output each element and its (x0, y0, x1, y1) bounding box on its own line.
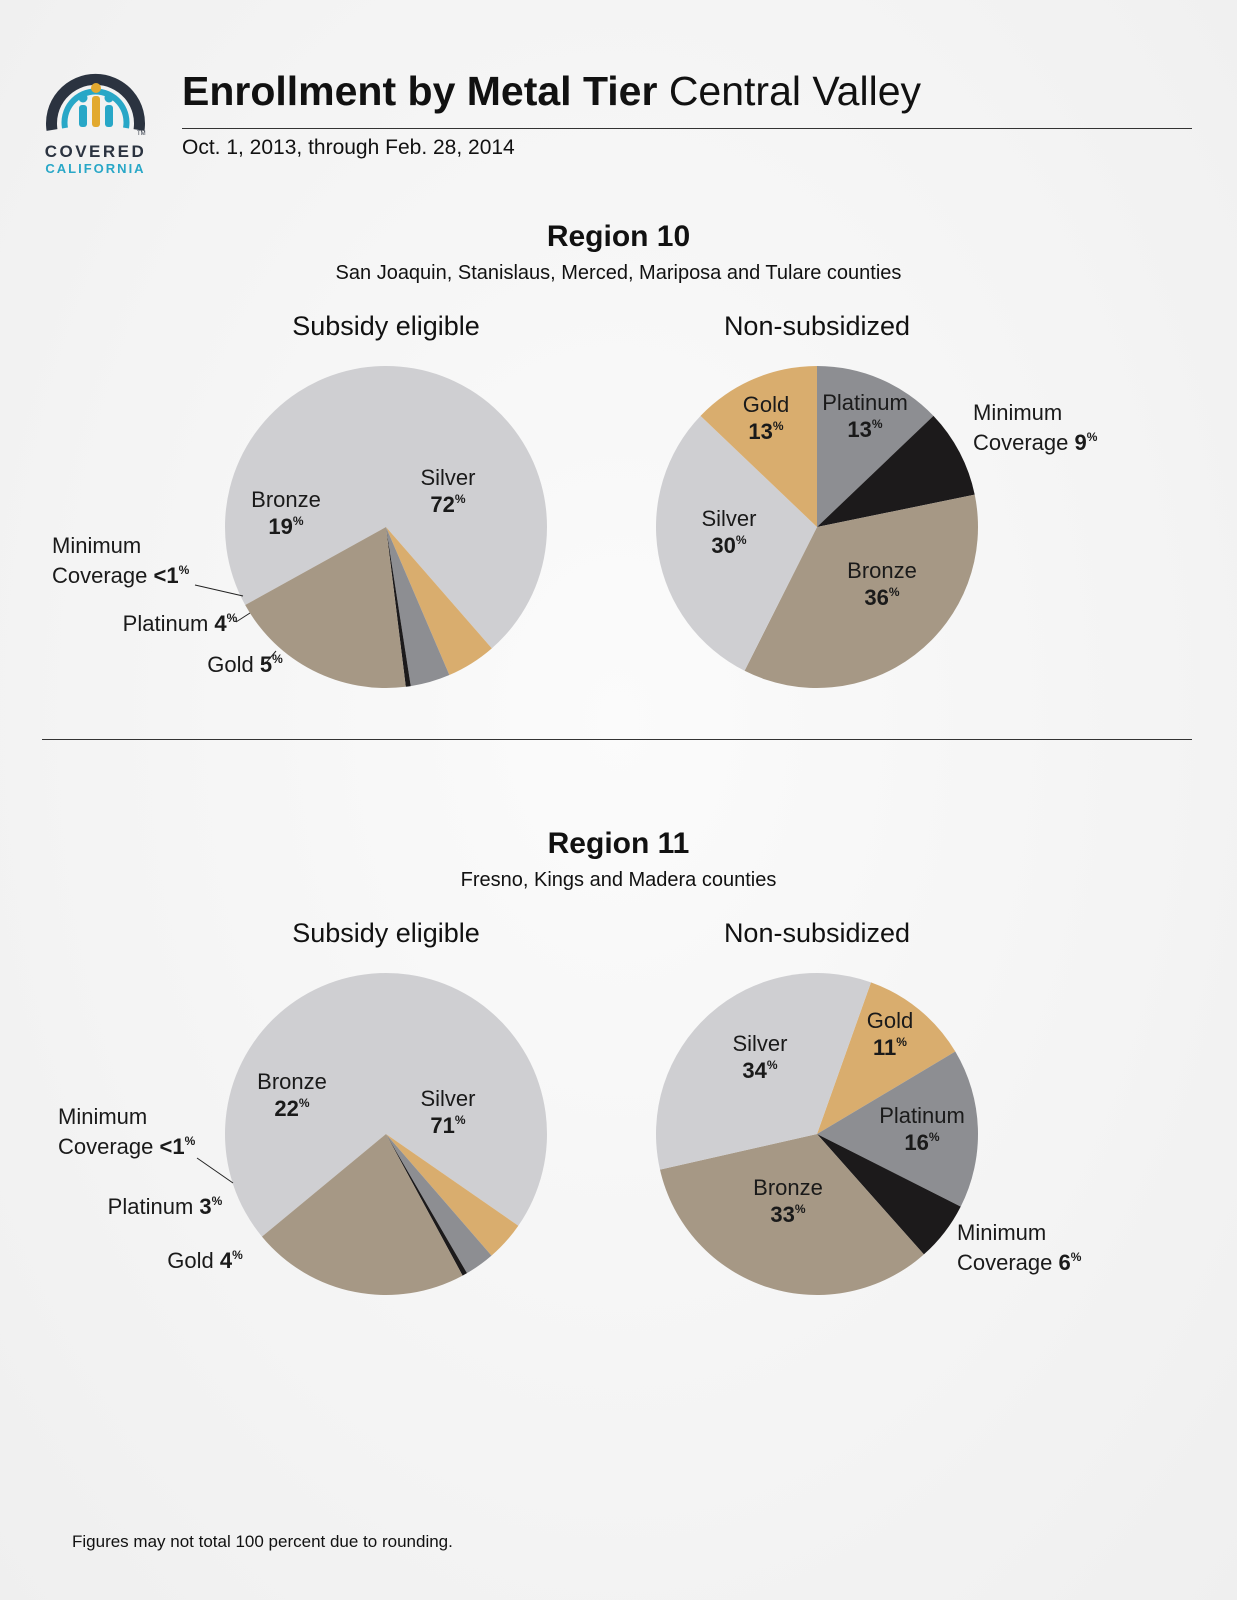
title-region: Central Valley (668, 68, 921, 114)
label-line-2: Coverage (52, 563, 154, 588)
slice-value: 16 (904, 1130, 929, 1155)
label-line-1: Minimum (957, 1220, 1047, 1245)
footnote: Figures may not total 100 percent due to rounding. (72, 1532, 453, 1551)
logo-text-california: CALIFORNIA (45, 161, 146, 176)
r10-non-title: Non-subsidized (723, 311, 911, 341)
region-11-title: Region 11 (547, 827, 690, 860)
label-name: Bronze (257, 1069, 327, 1094)
slice-value: 13 (748, 419, 773, 444)
slice-value: <1 (153, 563, 179, 588)
slice-value: 34 (742, 1058, 767, 1083)
label-line-1: Minimum (52, 533, 142, 558)
percent-sign: % (211, 1194, 223, 1208)
slice-value: 4 (214, 611, 227, 636)
label-name: Gold (742, 392, 790, 417)
chart-4-label-minimum-coverage (957, 1220, 1082, 1275)
slice-value: <1 (159, 1134, 185, 1159)
slice-value: 9 (1074, 430, 1087, 455)
label-line-1: Minimum (973, 400, 1063, 425)
logo-text-covered: COVERED (44, 142, 147, 161)
percent-sign: % (1070, 1250, 1082, 1264)
label-name: Platinum (879, 1103, 965, 1128)
label-name: Silver (732, 1031, 788, 1056)
chart-3-label-minimum-coverage (58, 1104, 196, 1159)
chart-1-leader-platinum (236, 613, 250, 622)
slice-value: 30 (711, 533, 736, 558)
slice-value: 11 (873, 1035, 897, 1060)
percent-sign: % (232, 1248, 243, 1262)
label-name: Platinum (822, 390, 908, 415)
label-name: Gold (207, 652, 260, 677)
slice-value: 36 (864, 585, 889, 610)
region-10-counties: San Joaquin, Stanislaus, Merced, Mariposa and Tulare counties (335, 262, 902, 284)
percent-sign: % (454, 492, 466, 506)
chart-3-label-gold (167, 1248, 243, 1273)
chart-1-label-platinum (123, 611, 238, 636)
chart-1-label-minimum-coverage (52, 533, 190, 588)
label-name: Bronze (753, 1175, 823, 1200)
chart-3-label-platinum (108, 1194, 223, 1219)
chart-2-label-minimum-coverage (973, 400, 1098, 455)
label-line-2: Coverage (957, 1250, 1059, 1275)
slice-value: 13 (847, 417, 872, 442)
percent-sign: % (794, 1202, 806, 1216)
percent-sign: % (772, 419, 784, 433)
percent-sign: % (888, 585, 900, 599)
percent-sign: % (272, 652, 283, 666)
slice-value: 71 (430, 1113, 455, 1138)
label-name: Gold (866, 1008, 914, 1033)
slice-value: 4 (219, 1248, 233, 1273)
percent-sign: % (871, 417, 883, 431)
label-name: Silver (701, 506, 757, 531)
percent-sign: % (292, 514, 304, 528)
label-name: Bronze (251, 487, 321, 512)
percent-sign: % (298, 1096, 310, 1110)
percent-sign: % (1086, 430, 1098, 444)
r10-subsidy-title: Subsidy eligible (292, 311, 480, 341)
percent-sign: % (735, 533, 747, 547)
percent-sign: % (184, 1134, 196, 1148)
date-range: Oct. 1, 2013, through Feb. 28, 2014 (182, 136, 515, 159)
percent-sign: % (928, 1130, 940, 1144)
percent-sign: % (454, 1113, 466, 1127)
label-name: Bronze (847, 558, 917, 583)
label-line-2: Coverage (58, 1134, 160, 1159)
label-name: Platinum (107, 1194, 200, 1219)
r11-subsidy-title: Subsidy eligible (292, 918, 480, 948)
region-10-title: Region 10 (546, 220, 691, 253)
title-bold: Enrollment by Metal Tier (182, 68, 658, 114)
slice-value: 6 (1058, 1250, 1071, 1275)
chart-1-leader-minimum-coverage (195, 585, 243, 596)
label-name: Silver (420, 465, 476, 490)
slice-value: 5 (259, 652, 273, 677)
percent-sign: % (766, 1058, 778, 1072)
slice-value: 72 (430, 492, 455, 517)
chart-1-label-gold (207, 652, 283, 677)
percent-sign: % (226, 611, 238, 625)
percent-sign: % (896, 1035, 907, 1049)
label-name: Gold (167, 1248, 220, 1273)
slice-value: 3 (199, 1194, 212, 1219)
label-name: Silver (420, 1086, 476, 1111)
label-line-1: Minimum (58, 1104, 148, 1129)
slice-value: 22 (274, 1096, 299, 1121)
slice-value: 33 (770, 1202, 795, 1227)
percent-sign: % (178, 563, 190, 577)
r11-non-title: Non-subsidized (723, 918, 911, 948)
slice-value: 19 (268, 514, 293, 539)
label-name: Platinum (122, 611, 215, 636)
region-11-counties: Fresno, Kings and Madera counties (460, 869, 777, 891)
logo-tm: TM (137, 131, 146, 137)
label-line-2: Coverage (973, 430, 1075, 455)
